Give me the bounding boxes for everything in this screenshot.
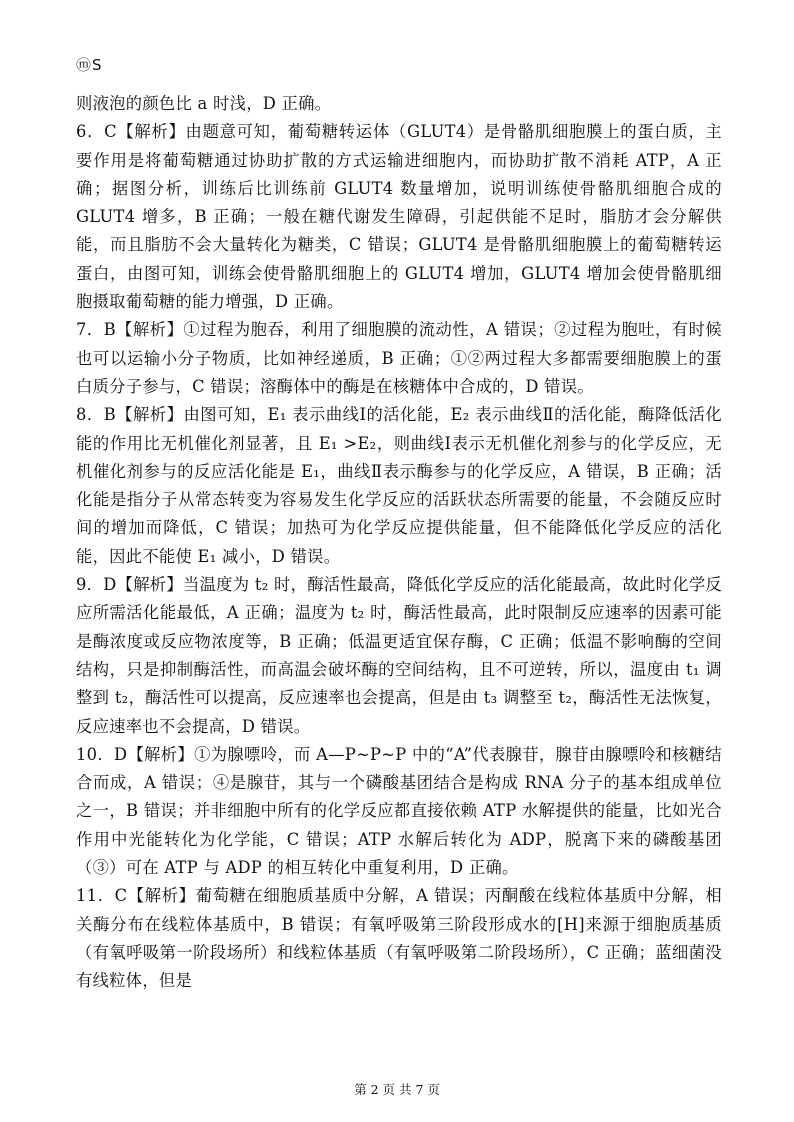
answer-analysis-body xyxy=(76,90,722,996)
paragraph-answer-11: 11．C【解析】葡萄糖在细胞质基质中分解，A 错误；丙酮酸在线粒体基质中分解，相关酶分布在线粒体基质中，B 错误；有氧呼吸第三阶段形成水的[H]来源于细胞质基质（有氧呼吸第一阶段场所）和线粒体基质（有氧呼吸第二阶段场所），C 正确；蓝细菌没有线粒体，但是 xyxy=(76,886,722,991)
logo-mark: ⓜS xyxy=(76,56,103,74)
paragraph-answer-8: 8．B【解析】由图可知，E₁ 表示曲线Ⅰ的活化能，E₂ 表示曲线Ⅱ的活化能，酶降低活化能的作用比无机催化剂显著，且 E₁ >E₂，则曲线Ⅰ表示无机催化剂参与的化学反应，无机催化剂参与的反应活化能是 E₁，曲线Ⅱ表示酶参与的化学反应，A 错误，B 正确；活化能是指分子从常态转变为容易发生化学反应的活跃状态所需要的能量，不会随反应时间的增加而降低，C 错误；加热可为化学反应提供能量，但不能降低化学反应的活化能，因此不能使 E₁ 减小，D 错误。 xyxy=(76,405,722,566)
page-number-footer: 第 2 页 共 7 页 xyxy=(354,1082,440,1097)
paragraph-answer-6: 6．C【解析】由题意可知，葡萄糖转运体（GLUT4）是骨骼肌细胞膜上的蛋白质，主要作用是将葡萄糖通过协助扩散的方式运输进细胞内，而协助扩散不消耗 ATP，A 正确；据图分析，训练后比训练前 GLUT4 数量增加，说明训练使骨骼肌细胞合成的 GLUT4 增多，B 正确；一般在糖代谢发生障碍，引起供能不足时，脂肪才会分解供能，而且脂肪不会大量转化为糖类，C 错误；GLUT4 是骨骼肌细胞膜上的葡萄糖转运蛋白，由图可知，训练会使骨骼肌细胞上的 GLUT4 增加，GLUT4 增加会使骨骼肌细胞摄取葡萄糖的能力增强，D 正确。 xyxy=(76,122,722,312)
paragraph-answer-7: 7．B【解析】①过程为胞吞，利用了细胞膜的流动性，A 错误；②过程为胞吐，有时候也可以运输小分子物质，比如神经递质，B 正确；①②两过程大多都需要细胞膜上的蛋白质分子参与，C 错误；溶酶体中的酶是在核糖体中合成的，D 错误。 xyxy=(76,320,722,396)
paragraph-continuation: 则液泡的颜色比 a 时浅，D 正确。 xyxy=(76,94,332,113)
paragraph-answer-9: 9．D【解析】当温度为 t₂ 时，酶活性最高，降低化学反应的活化能最高，故此时化学反应所需活化能最低，A 正确；温度为 t₂ 时，酶活性最高，此时限制反应速率的因素可能是酶浓度或反应物浓度等，B 正确；低温更适宜保存酶，C 正确；低温不影响酶的空间结构，只是抑制酶活性，而高温会破坏酶的空间结构，且不可逆转，所以，温度由 t₁ 调整到 t₂，酶活性可以提高，反应速率也会提高，但是由 t₃ 调整至 t₂，酶活性无法恢复，反应速率也不会提高，D 错误。 xyxy=(76,575,722,736)
paragraph-answer-10: 10．D【解析】①为腺嘌呤，而 A—P~P~P 中的“A”代表腺苷，腺苷由腺嘌呤和核糖结合而成，A 错误；④是腺苷，其与一个磷酸基团结合是构成 RNA 分子的基本组成单位之一，B 错误；并非细胞中所有的化学反应都直接依赖 ATP 水解提供的能量，比如光合作用中光能转化为化学能，C 错误；ATP 水解后转化为 ADP，脱离下来的磷酸基团（③）可在 ATP 与 ADP 的相互转化中重复利用，D 正确。 xyxy=(76,744,722,878)
